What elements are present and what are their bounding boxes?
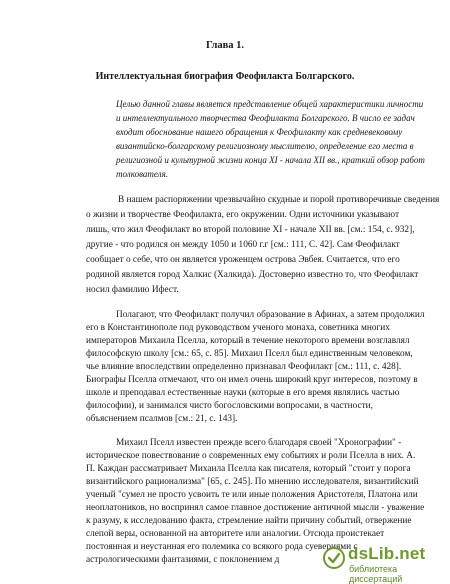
abstract-line: толкователя. xyxy=(116,169,169,179)
body-line: к разуму, к исследованию факта, стремление найти причину событий, отвержение xyxy=(86,516,412,526)
body-line: византийского рационализма" [65, с. 245]. По мнению исследователя, византийский xyxy=(86,477,419,487)
body-line: другие - что родился он между 1050 и 1060 г.г [см.: 111, С. 42]. Сам Феофилакт xyxy=(86,240,400,250)
body-line: Полагают, что Феофилакт получил образование в Афинах, а затем продолжил xyxy=(116,310,425,320)
body-line: астрологическими фантазиями, с поклонением д xyxy=(86,555,280,565)
watermark-logo-text: dsLib.net xyxy=(348,544,426,563)
watermark xyxy=(322,544,442,584)
body-line: ученый "сумел не просто усвоить те или иные положения Аристотеля, Платона или xyxy=(86,490,418,500)
body-line: родиной является город Халкис (Халкида). Достоверно известно то, что Феофилакт xyxy=(86,270,419,280)
abstract-line: и интеллектуального творчества Феофилакта Болгарского. В число ее задач xyxy=(116,113,415,123)
body-line: В нашем распоряжении чрезвычайно скудные и порой противоречивые сведения xyxy=(118,195,440,205)
body-line: П. Каждан рассматривает Михаила Пселла как писателя, который "стоит у порога xyxy=(86,464,411,474)
body-line: объяснением псалмов [см.: 21, с. 143]. xyxy=(86,414,238,424)
body-line: Биографы Пселла отмечают, что он имел очень широкий круг интересов, поэтому в xyxy=(86,375,418,385)
dslib-logo-icon xyxy=(322,546,346,570)
body-line: лишь, что жил Феофилакт во второй половине XI - начале XII вв. [см.: 154, с. 932], xyxy=(86,225,415,235)
body-line: школе и преподавал естественные науки (которые в его время являлись частью xyxy=(86,388,400,398)
abstract-line: Целью данной главы является представление общей характеристики личности xyxy=(116,99,424,109)
abstract-line: входит обоснование нашего обращения к Феофилакту как средневековому xyxy=(116,127,403,137)
chapter-heading: Глава 1. xyxy=(205,40,245,51)
body-line: сообщает о себе, что он является уроженцем острова Эвбея. Считается, что его xyxy=(86,255,400,265)
body-line: его в Константинополе под руководством ученого монаха, советника многих xyxy=(86,323,390,333)
abstract-line: византийско-болгарскому религиозному мыслителю, определение его места в xyxy=(116,141,414,151)
body-line: историческое повествование о современных ему событиях и роли Пселла в них. А. xyxy=(86,451,416,461)
body-line: носил фамилию Ифест. xyxy=(86,285,179,295)
body-line: философии), и занимался чисто богословскими вопросами, в частности, xyxy=(86,401,373,411)
body-line: императоров Михаила Пселла, который в течение некоторого времени возглавлял xyxy=(86,336,410,346)
watermark-subtitle: библиотека диссертаций xyxy=(349,564,403,584)
body-line: философскую школу [см.: 65, с. 85]. Михаил Пселл был единственным человеком, xyxy=(86,349,413,359)
body-line: Михаил Пселл известен прежде всего благодаря своей "Хронографии" - xyxy=(116,438,402,448)
body-line: постоянная и неустанная его полемика со всякого рода суевериями с xyxy=(86,542,358,552)
body-line: о жизни и творчестве Феофилакта, его окружении. Одни источники указывают xyxy=(86,210,400,220)
body-line: слепой веры, основанной на авторитете или аналогии. Отсюда проистекает xyxy=(86,529,385,539)
body-line: неоплатоников, но воспринял самое главное достижение античной мысли - уважение xyxy=(86,503,425,513)
chapter-title: Интеллектуальная биография Феофилакта Болгарского. xyxy=(95,71,355,82)
body-line: чье влияние впоследствии определенно признавал Феофилакт [см.: 111, с. 428]. xyxy=(86,362,402,372)
abstract-line: религиозной и культурной жизни конца XI - начала XII вв., краткий обзор работ xyxy=(116,155,425,165)
